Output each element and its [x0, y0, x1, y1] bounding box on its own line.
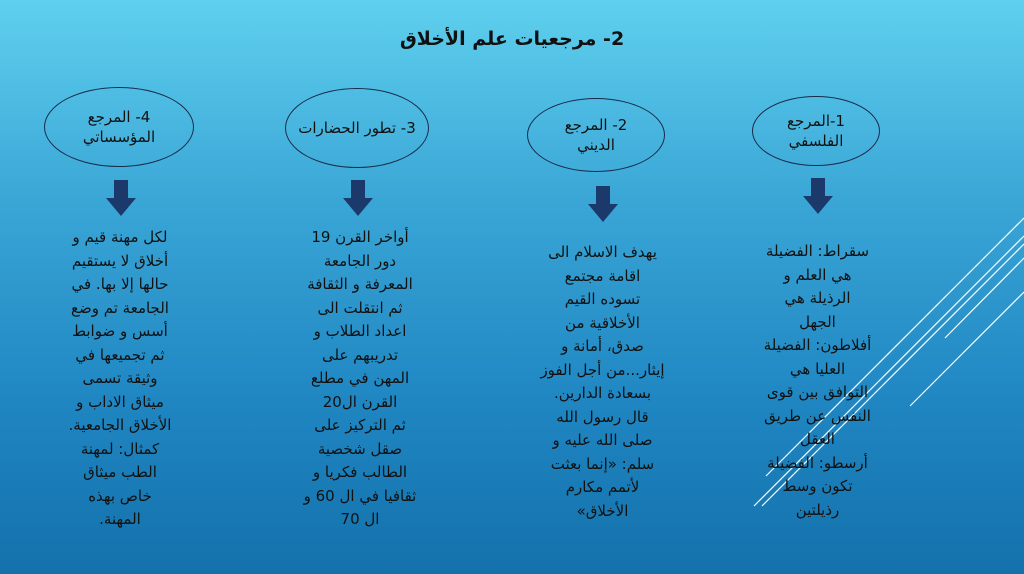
body-line: الأخلاق الجامعية. [68, 416, 172, 434]
body-line: الطالب فكريا و [312, 463, 408, 481]
body-line: كمثال: لمهنة [80, 439, 160, 458]
body-line: خاص بهذه [88, 486, 152, 505]
body-line: أفلاطون: الفضيلة [763, 336, 872, 354]
body-line: الطب ميثاق [83, 463, 157, 481]
body-line: صدق، أمانة و [561, 337, 644, 355]
down-arrow-icon [343, 180, 373, 216]
body-line: التوافق بين قوى [766, 383, 869, 401]
body-line: وثيقة تسمى [82, 369, 158, 387]
body-line: الجامعة تم وضع [71, 298, 169, 317]
heading-religious: 2- المرجع الديني [564, 116, 628, 154]
body-line: بسعادة الدارين. [553, 384, 652, 402]
heading-civilizations: 3- تطور الحضارات [298, 119, 416, 137]
body-line: اقامة مجتمع [564, 266, 641, 285]
body-line: الأخلاق» [576, 501, 629, 520]
body-line: تدريبهم على [321, 345, 399, 364]
body-line: ميثاق الاداب و [76, 392, 164, 411]
body-line: النفس عن طريق [764, 406, 871, 425]
body-line: ثقافيا في ال 60 و [303, 486, 417, 505]
body-line: اعداد الطلاب و [313, 322, 407, 340]
body-line: لكل مهنة قيم و [72, 228, 168, 246]
body-line: لأتمم مكارم [565, 478, 640, 496]
slide-title: 2- مرجعيات علم الأخلاق [399, 28, 625, 50]
column-civilizations [285, 226, 435, 532]
body-line: أخلاق لا يستقيم [71, 251, 169, 270]
body-line: ثم انتقلت الى [317, 298, 403, 317]
body-line: الجهل [799, 312, 836, 331]
body-line: سقراط: الفضيلة [765, 242, 870, 260]
body-line: الأخلاقية من [565, 313, 640, 332]
body-line: صلى الله عليه و [552, 431, 653, 449]
down-arrow-icon [106, 180, 136, 216]
body-line: ال 70 [340, 510, 380, 528]
heading-oval-religious [527, 98, 665, 172]
heading-philosophical: 1-المرجع الفلسفي [787, 112, 845, 150]
body-line: سلم: «إنما بعثت [550, 454, 655, 473]
column-institutional [40, 226, 200, 532]
body-line: ثم تجميعها في [75, 345, 165, 364]
body-line: أسس و ضوابط [72, 322, 168, 340]
body-line: تسوده القيم [564, 290, 641, 308]
body-line: حالها إلا بها. في [71, 275, 169, 293]
body-line: الرذيلة هي [784, 289, 851, 307]
heading-institutional: 4- المرجع المؤسساتي [82, 108, 156, 146]
body-line: أرسطو: الفضيلة [767, 453, 868, 472]
body-line: صقل شخصية [317, 439, 403, 458]
column-philosophical [745, 240, 890, 522]
body-line: العليا هي [789, 359, 846, 378]
heading-oval-philosophical [752, 96, 880, 166]
body-line: إيثار...من أجل الفوز [540, 360, 665, 379]
body-line: القرن ال20 [322, 392, 398, 411]
body-line: قال رسول الله [556, 407, 649, 426]
body-line: يهدف الاسلام الى [548, 243, 657, 261]
body-line: أواخر القرن 19 [311, 228, 409, 246]
body-line: المهن في مطلع [310, 369, 410, 387]
body-line: تكون وسط [782, 477, 853, 495]
body-line: المعرفة و الثقافة [307, 275, 413, 293]
body-line: رذيلتين [795, 500, 840, 519]
body-line: هي العلم و [783, 265, 852, 284]
body-line: ثم التركيز على [314, 416, 406, 434]
down-arrow-icon [588, 186, 618, 222]
body-line: المهنة. [99, 510, 141, 528]
heading-oval-civilizations [285, 88, 429, 168]
down-arrow-icon [803, 178, 833, 214]
body-line: العقل [800, 430, 835, 448]
heading-oval-institutional [44, 87, 194, 167]
body-line: دور الجامعة [323, 251, 397, 270]
column-religious [510, 241, 695, 523]
